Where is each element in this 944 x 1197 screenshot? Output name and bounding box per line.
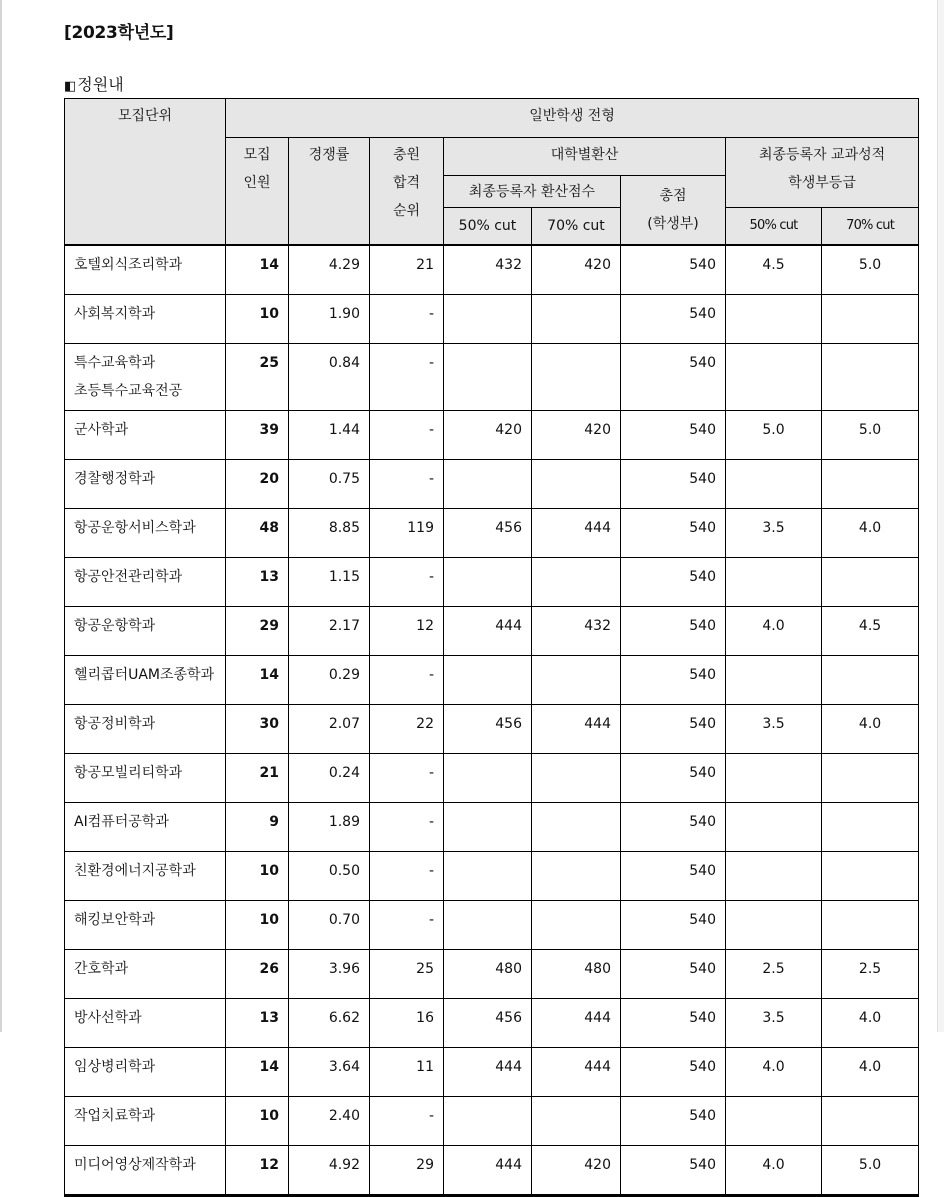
cell-score-cut50 [444,803,532,852]
table-row [65,999,919,1048]
cell-ratio: 8.85 [289,509,370,558]
cell-quota: 10 [226,852,289,901]
cell-waitlist: - [370,803,444,852]
cell-grade-cut50: 4.5 [726,245,822,295]
cell-waitlist: 12 [370,607,444,656]
cell-unit-name [65,705,226,754]
cell-waitlist: - [370,411,444,460]
cell-grade-cut50 [726,852,822,901]
cell-grade-cut70: 5.0 [822,245,919,295]
cell-grade-cut50: 3.5 [726,509,822,558]
cell-quota: 14 [226,1048,289,1097]
cell-unit-name [65,607,226,656]
cell-quota: 25 [226,344,289,411]
cell-total: 540 [621,705,726,754]
section-title [64,72,124,95]
cell-grade-cut70: 4.0 [822,705,919,754]
header-total: 총점 (학생부) [621,176,726,246]
cell-grade-cut50: 2.5 [726,950,822,999]
cell-score-cut70: 444 [532,999,621,1048]
cell-grade-cut70 [822,460,919,509]
cell-score-cut70 [532,901,621,950]
unit-name-line: 작업치료학과 [74,1108,156,1124]
cell-ratio: 2.07 [289,705,370,754]
cell-score-cut70 [532,295,621,344]
cell-waitlist: 16 [370,999,444,1048]
cell-grade-cut50 [726,1097,822,1146]
cell-waitlist: 119 [370,509,444,558]
cell-grade-cut50: 5.0 [726,411,822,460]
cell-unit-name [65,460,226,509]
unit-name-line: 항공정비학과 [74,716,156,732]
cell-grade-cut70 [822,344,919,411]
cell-quota: 48 [226,509,289,558]
cell-ratio: 0.24 [289,754,370,803]
header-track: 일반학생 전형 [226,99,919,138]
table-row [65,411,919,460]
year-title: [2023학년도] [64,23,174,43]
cell-quota: 9 [226,803,289,852]
cell-total: 540 [621,852,726,901]
header-conv-score: 최종등록자 환산점수 [444,176,621,208]
cell-score-cut50 [444,852,532,901]
cell-grade-cut70: 4.0 [822,1048,919,1097]
cell-score-cut70: 444 [532,1048,621,1097]
table-row [65,656,919,705]
cell-waitlist: 11 [370,1048,444,1097]
cell-grade-cut70: 2.5 [822,950,919,999]
cell-total: 540 [621,295,726,344]
cell-score-cut50 [444,1097,532,1146]
table-row [65,1146,919,1196]
cell-grade-cut50: 3.5 [726,705,822,754]
cell-quota: 30 [226,705,289,754]
cell-score-cut70: 444 [532,509,621,558]
cell-waitlist: - [370,344,444,411]
cell-quota: 13 [226,999,289,1048]
cell-total: 540 [621,245,726,295]
table-row [65,803,919,852]
cell-score-cut50: 432 [444,245,532,295]
cell-quota: 10 [226,901,289,950]
cell-waitlist: - [370,1097,444,1146]
cell-grade-cut50 [726,803,822,852]
cell-waitlist: 25 [370,950,444,999]
table-row [65,1048,919,1097]
unit-name-line: 간호학과 [74,961,129,977]
cell-unit-name [65,901,226,950]
cell-grade-cut50: 3.5 [726,999,822,1048]
cell-score-cut70 [532,460,621,509]
admissions-results-table [64,98,919,1197]
cell-score-cut50: 444 [444,1146,532,1196]
cell-unit-name [65,411,226,460]
cell-score-cut70 [532,754,621,803]
unit-name-line: 사회복지학과 [74,306,156,322]
cell-ratio: 6.62 [289,999,370,1048]
cell-waitlist: 21 [370,245,444,295]
cell-ratio: 2.40 [289,1097,370,1146]
cell-ratio: 1.90 [289,295,370,344]
cell-score-cut50: 420 [444,411,532,460]
cell-grade-cut50 [726,460,822,509]
cell-grade-cut50 [726,901,822,950]
unit-name-line: 군사학과 [74,422,129,438]
cell-ratio: 3.96 [289,950,370,999]
cell-score-cut50 [444,656,532,705]
cell-total: 540 [621,1097,726,1146]
cell-waitlist: - [370,754,444,803]
cell-ratio: 2.17 [289,607,370,656]
unit-name-line: 임상병리학과 [74,1059,156,1075]
cell-grade-cut70: 4.5 [822,607,919,656]
cell-grade-cut50 [726,295,822,344]
cell-ratio: 0.84 [289,344,370,411]
section-title-text: 정원내 [77,75,124,94]
unit-name-line: 특수교육학과 [74,355,156,371]
header-grade-cut70: 70% cut [822,208,919,246]
cell-waitlist: - [370,852,444,901]
unit-name-line: 친환경에너지공학과 [74,863,196,879]
cell-quota: 10 [226,1097,289,1146]
cell-unit-name [65,950,226,999]
cell-score-cut50 [444,754,532,803]
cell-grade-cut70: 5.0 [822,411,919,460]
unit-name-line: 항공운항서비스학과 [74,520,196,536]
table-row [65,509,919,558]
unit-name-line: 호텔외식조리학과 [74,257,183,273]
cell-unit-name [65,754,226,803]
header-grade-cut50: 50% cut [726,208,822,246]
cell-quota: 10 [226,295,289,344]
table-row [65,1097,919,1146]
cell-score-cut70 [532,803,621,852]
cell-quota: 26 [226,950,289,999]
cell-total: 540 [621,411,726,460]
cell-score-cut70: 444 [532,705,621,754]
table-row [65,607,919,656]
cell-unit-name [65,344,226,411]
cell-score-cut50: 456 [444,705,532,754]
cell-score-cut70 [532,344,621,411]
unit-name-line: 해킹보안학과 [74,912,156,928]
cell-score-cut50 [444,558,532,607]
cell-ratio: 4.92 [289,1146,370,1196]
page-left-border [0,0,2,1032]
unit-name-line: 항공모빌리티학과 [74,765,183,781]
table-row [65,460,919,509]
unit-name-line: 헬리콥터UAM조종학과 [74,667,215,683]
cell-waitlist: 22 [370,705,444,754]
cell-waitlist: - [370,295,444,344]
cell-grade-cut70 [822,901,919,950]
cell-grade-cut70 [822,754,919,803]
cell-score-cut70: 420 [532,1146,621,1196]
cell-unit-name [65,1146,226,1196]
cell-grade-cut70: 4.0 [822,509,919,558]
cell-total: 540 [621,558,726,607]
cell-grade-cut70 [822,656,919,705]
cell-score-cut70: 420 [532,411,621,460]
cell-score-cut70: 480 [532,950,621,999]
header-score-cut70: 70% cut [532,208,621,246]
cell-unit-name [65,803,226,852]
cell-score-cut50: 444 [444,1048,532,1097]
cell-grade-cut70 [822,852,919,901]
table-row [65,950,919,999]
cell-unit-name [65,1097,226,1146]
cell-waitlist: - [370,558,444,607]
cell-total: 540 [621,754,726,803]
cell-unit-name [65,558,226,607]
cell-unit-name [65,509,226,558]
cell-score-cut50 [444,344,532,411]
cell-waitlist: - [370,460,444,509]
cell-grade-cut70 [822,295,919,344]
cell-quota: 14 [226,656,289,705]
cell-score-cut70: 420 [532,245,621,295]
header-waitlist: 충원 합격 순위 [370,138,444,246]
cell-unit-name [65,295,226,344]
cell-grade-cut50: 4.0 [726,1048,822,1097]
unit-name-line: 항공안전관리학과 [74,569,183,585]
cell-grade-cut70 [822,558,919,607]
cell-grade-cut70: 5.0 [822,1146,919,1196]
unit-name-line: 초등특수교육전공 [74,383,183,399]
cell-total: 540 [621,344,726,411]
cell-total: 540 [621,950,726,999]
header-score-cut50: 50% cut [444,208,532,246]
table-row [65,852,919,901]
cell-ratio: 0.70 [289,901,370,950]
cell-waitlist: 29 [370,1146,444,1196]
cell-score-cut50: 444 [444,607,532,656]
cell-grade-cut70 [822,1097,919,1146]
unit-name-line: 경찰행정학과 [74,471,156,487]
header-quota: 모집 인원 [226,138,289,246]
half-square-icon: ◧ [64,79,77,94]
cell-total: 540 [621,1048,726,1097]
cell-ratio: 0.29 [289,656,370,705]
cell-score-cut70 [532,656,621,705]
scrollbar-track[interactable] [937,0,944,1032]
cell-waitlist: - [370,656,444,705]
cell-score-cut70 [532,1097,621,1146]
cell-quota: 14 [226,245,289,295]
cell-total: 540 [621,509,726,558]
cell-total: 540 [621,803,726,852]
cell-quota: 12 [226,1146,289,1196]
unit-name-line: 방사선학과 [74,1010,142,1026]
header-grade: 최종등록자 교과성적 학생부등급 [726,138,919,208]
cell-quota: 13 [226,558,289,607]
cell-quota: 20 [226,460,289,509]
cell-grade-cut50: 4.0 [726,607,822,656]
cell-score-cut50 [444,901,532,950]
cell-total: 540 [621,1146,726,1196]
cell-ratio: 3.64 [289,1048,370,1097]
cell-grade-cut50 [726,558,822,607]
cell-unit-name [65,245,226,295]
table-row [65,245,919,295]
cell-total: 540 [621,607,726,656]
cell-grade-cut50 [726,754,822,803]
unit-name-line: 미디어영상제작학과 [74,1157,196,1173]
header-ratio: 경쟁률 [289,138,370,246]
cell-score-cut70 [532,852,621,901]
table-row [65,295,919,344]
header-conversion: 대학별환산 [444,138,726,176]
cell-waitlist: - [370,901,444,950]
unit-name-line: 항공운항학과 [74,618,156,634]
cell-ratio: 1.89 [289,803,370,852]
cell-grade-cut70 [822,803,919,852]
cell-score-cut50: 480 [444,950,532,999]
cell-grade-cut70: 4.0 [822,999,919,1048]
table-row [65,344,919,411]
unit-name-line: AI컴퓨터공학과 [74,814,169,830]
cell-unit-name [65,852,226,901]
cell-quota: 29 [226,607,289,656]
cell-unit-name [65,1048,226,1097]
cell-score-cut50: 456 [444,509,532,558]
cell-ratio: 0.50 [289,852,370,901]
cell-ratio: 1.15 [289,558,370,607]
cell-score-cut50 [444,460,532,509]
header-unit: 모집단위 [65,99,226,246]
cell-ratio: 4.29 [289,245,370,295]
cell-quota: 39 [226,411,289,460]
cell-grade-cut50 [726,344,822,411]
cell-ratio: 1.44 [289,411,370,460]
table-row [65,901,919,950]
cell-total: 540 [621,460,726,509]
cell-total: 540 [621,901,726,950]
cell-total: 540 [621,656,726,705]
cell-total: 540 [621,999,726,1048]
table-row [65,558,919,607]
cell-quota: 21 [226,754,289,803]
table-row [65,705,919,754]
cell-score-cut70: 432 [532,607,621,656]
table-row [65,754,919,803]
cell-ratio: 0.75 [289,460,370,509]
cell-grade-cut50 [726,656,822,705]
cell-unit-name [65,656,226,705]
cell-score-cut50: 456 [444,999,532,1048]
cell-grade-cut50: 4.0 [726,1146,822,1196]
cell-score-cut70 [532,558,621,607]
cell-unit-name [65,999,226,1048]
cell-score-cut50 [444,295,532,344]
